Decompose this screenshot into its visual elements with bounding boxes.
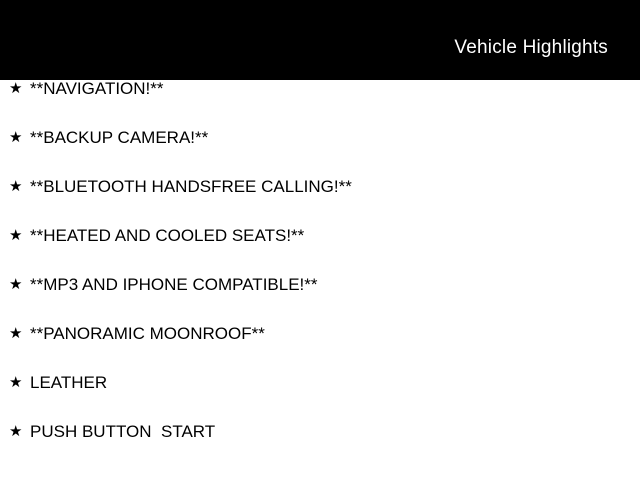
list-item-label: **NAVIGATION!**: [30, 79, 164, 98]
star-icon: ★: [9, 227, 23, 244]
list-item: [0, 423, 640, 472]
list-item: [0, 80, 640, 129]
list-item: [0, 276, 640, 325]
star-icon: ★: [9, 80, 23, 97]
list-item-label: **HEATED AND COOLED SEATS!**: [30, 226, 305, 245]
list-item: [0, 374, 640, 423]
list-item: [0, 129, 640, 178]
list-item-label: LEATHER: [30, 373, 108, 392]
list-item-label: **PANORAMIC MOONROOF**: [30, 324, 265, 343]
star-icon: ★: [9, 129, 23, 146]
star-icon: ★: [9, 374, 23, 391]
list-item-label: PUSH BUTTON START: [30, 422, 216, 441]
page-title: Vehicle Highlights: [454, 36, 608, 58]
list-item: [0, 227, 640, 276]
header-bar: [0, 0, 640, 80]
star-icon: ★: [9, 423, 23, 440]
list-item-label: **MP3 AND IPHONE COMPATIBLE!**: [30, 275, 318, 294]
list-item: [0, 178, 640, 227]
star-icon: ★: [9, 276, 23, 293]
list-item-label: **BACKUP CAMERA!**: [30, 128, 209, 147]
list-item: [0, 325, 640, 374]
list-item-label: **BLUETOOTH HANDSFREE CALLING!**: [30, 177, 352, 196]
star-icon: ★: [9, 178, 23, 195]
highlights-list: [0, 80, 640, 472]
star-icon: ★: [9, 325, 23, 342]
